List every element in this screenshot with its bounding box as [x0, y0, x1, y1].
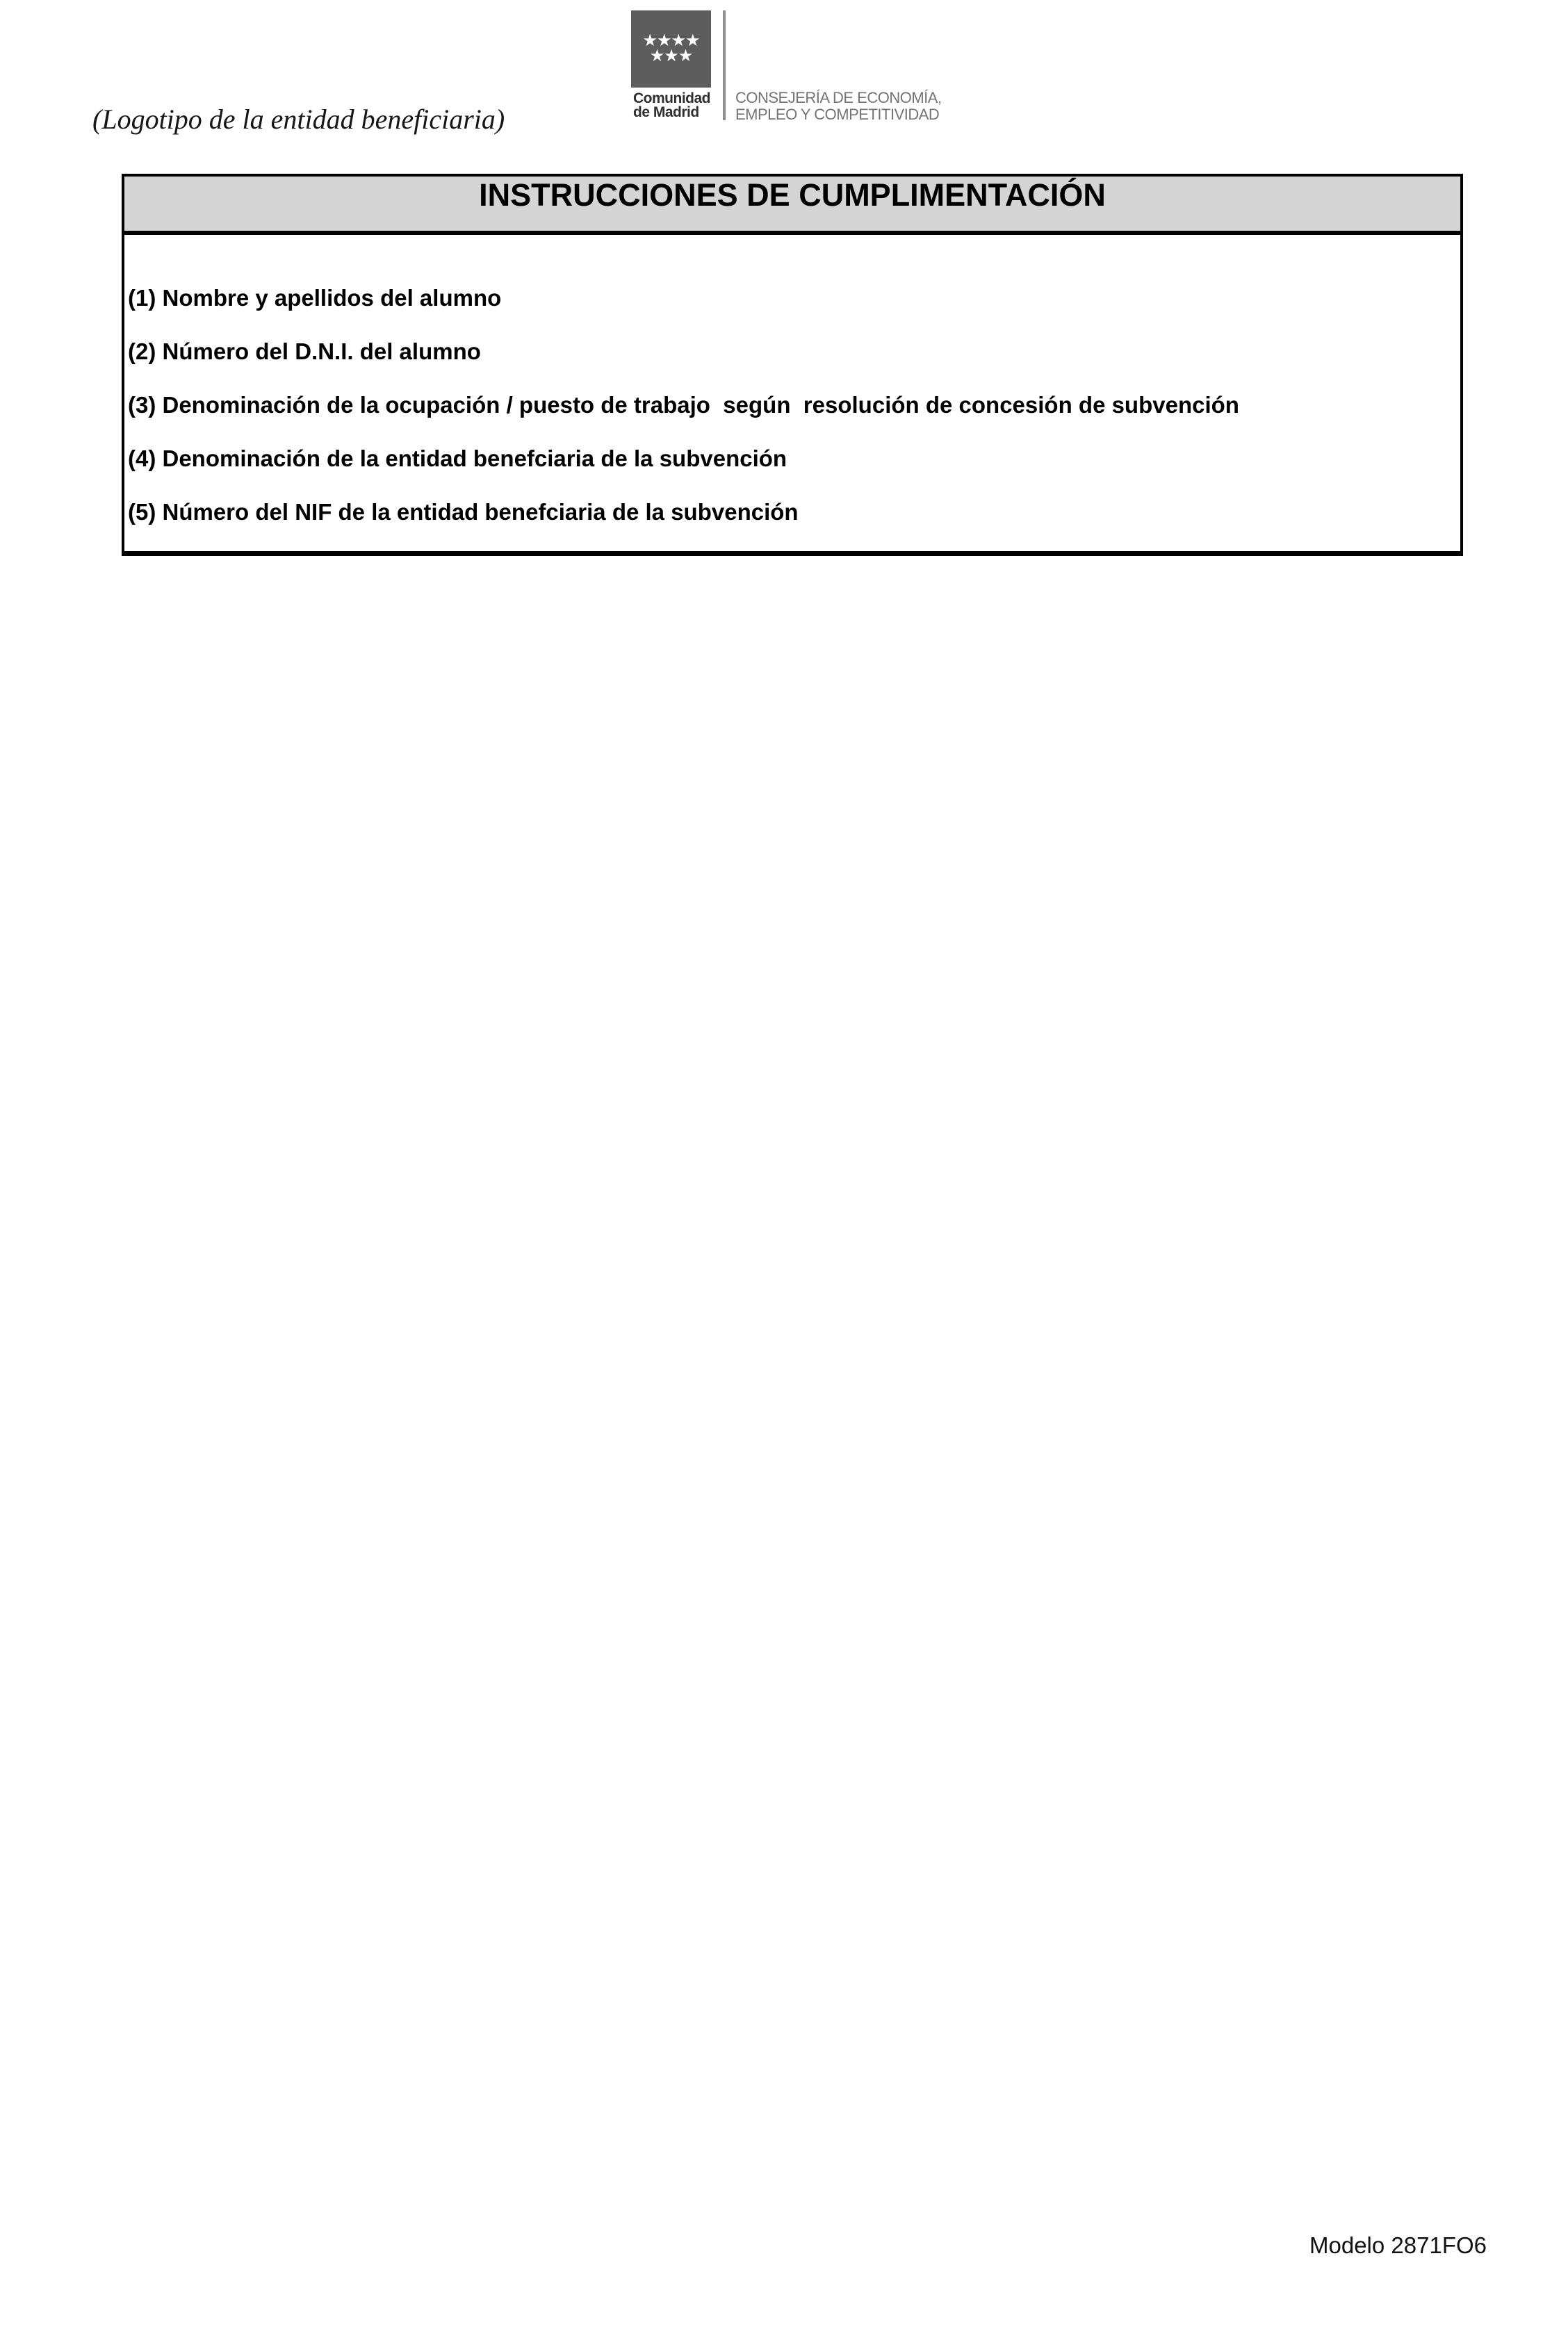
flag-stars-top-row: ★★★★: [642, 31, 700, 50]
instruction-item-5: (5) Número del NIF de la entidad benefciaria de la subvención: [128, 499, 799, 525]
instructions-title: INSTRUCCIONES DE CUMPLIMENTACIÓN: [479, 177, 1106, 213]
instruction-item-4: (4) Denominación de la entidad benefciaria de la subvención: [128, 445, 787, 471]
logo-placeholder-text: (Logotipo de la entidad beneficiaria): [92, 104, 505, 135]
instructions-list: [124, 235, 1460, 551]
comunidad-madrid-flag-icon: [631, 10, 711, 88]
instruction-item-2: (2) Número del D.N.I. del alumno: [128, 338, 481, 364]
model-code: Modelo 2871FO6: [1309, 2232, 1487, 2258]
org-name-line1: Comunidad: [633, 90, 710, 106]
department-name-line1: CONSEJERÍA DE ECONOMÍA,: [735, 89, 942, 106]
instructions-title-bar: [124, 177, 1460, 235]
department-name: [735, 90, 942, 123]
instruction-item-3: (3) Denominación de la ocupación / puesto de trabajo según resolución de concesión de subvención: [128, 392, 1239, 418]
department-name-line2: EMPLEO Y COMPETITIVIDAD: [735, 106, 940, 123]
org-name: [633, 92, 710, 120]
org-name-line2: de Madrid: [633, 104, 699, 120]
instructions-box: [122, 174, 1463, 556]
flag-stars-bottom-row: ★★★: [649, 47, 693, 65]
instruction-item-1: (1) Nombre y apellidos del alumno: [128, 285, 502, 311]
logo-divider: [723, 10, 726, 120]
